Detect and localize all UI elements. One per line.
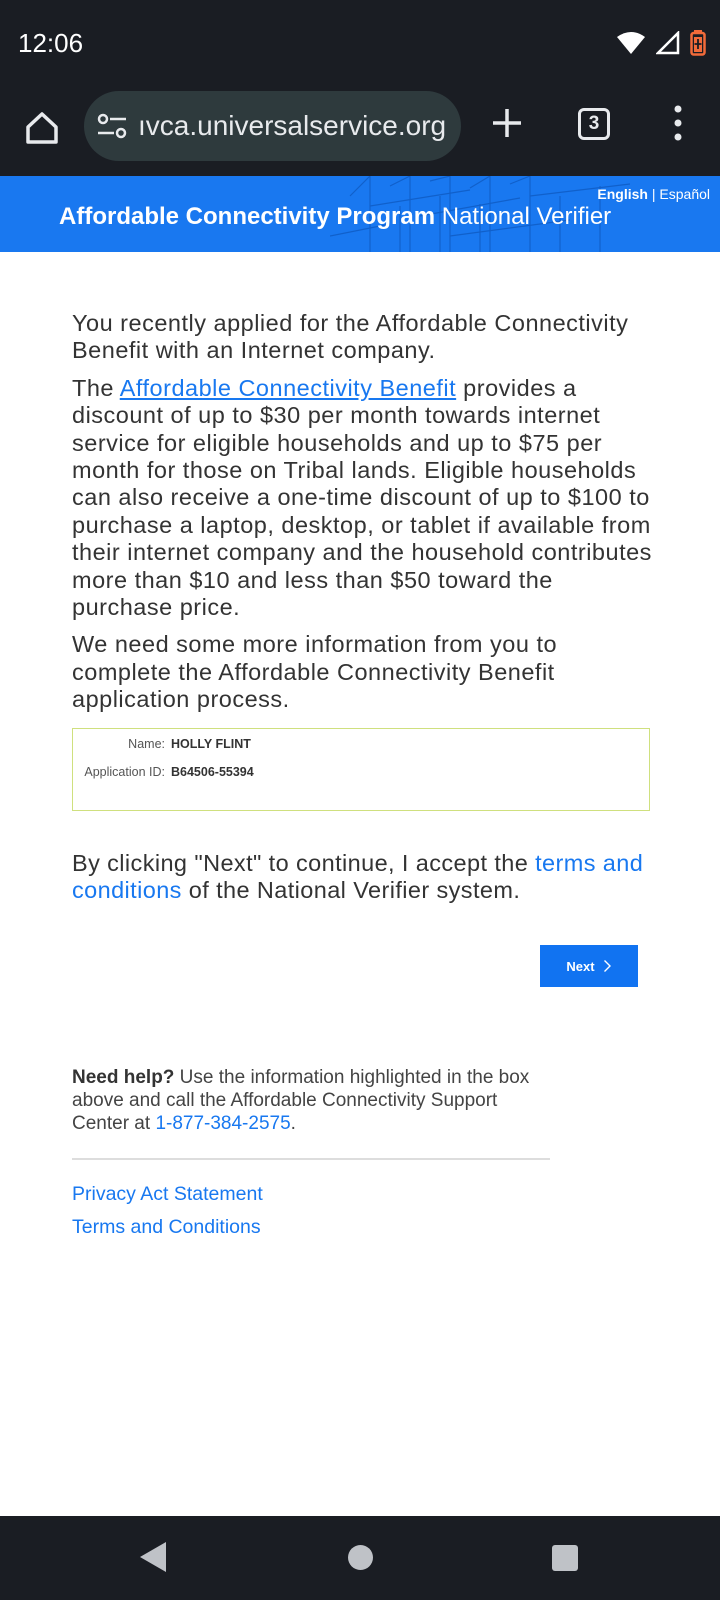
acb-link[interactable]: Affordable Connectivity Benefit [119, 374, 457, 401]
site-settings-icon[interactable] [96, 111, 128, 141]
accept-prefix: By clicking "Next" to continue, I accept the [72, 850, 536, 876]
back-icon[interactable] [138, 1540, 168, 1574]
status-icons [616, 28, 706, 58]
home-nav-icon[interactable] [348, 1545, 373, 1570]
language-english-link[interactable]: English [597, 186, 648, 202]
chevron-right-icon [603, 959, 612, 973]
help-heading: Need help? [72, 1067, 175, 1088]
help-text [72, 1066, 552, 1135]
more-menu-icon[interactable] [668, 104, 688, 142]
help-body: Use the information highlighted in the box above and call the Affordable Connectivity Support Center at [72, 1067, 530, 1134]
language-separator: | [651, 186, 656, 202]
main-content [72, 310, 652, 714]
recent-apps-icon[interactable] [552, 1545, 578, 1571]
banner-title [59, 203, 611, 231]
url-bar[interactable] [84, 91, 461, 161]
next-button-label: Next [566, 958, 595, 974]
browser-toolbar [0, 86, 720, 176]
home-icon [24, 110, 60, 146]
help-end: . [290, 1113, 296, 1134]
accept-suffix: of the National Verifier system. [181, 877, 521, 904]
url-text[interactable]: ıvca.universalservice.org [138, 110, 447, 141]
banner-title-bold: Affordable Connectivity Program [59, 203, 436, 230]
terms-and-conditions-link[interactable]: Terms and Conditions [72, 1216, 261, 1238]
name-label: Name: [128, 737, 165, 751]
new-tab-icon[interactable] [490, 106, 524, 140]
status-time: 12:06 [18, 28, 84, 58]
benefit-paragraph [72, 375, 652, 622]
terms-link[interactable]: terms and conditions [72, 850, 644, 904]
accept-terms-text [72, 850, 657, 905]
application-id-label: Application ID: [84, 765, 165, 779]
benefit-prefix: The [72, 374, 120, 401]
next-button[interactable] [540, 945, 638, 987]
language-switch [597, 186, 710, 202]
banner-title-light: National Verifier [441, 203, 612, 230]
program-banner [0, 176, 720, 252]
benefit-text: provides a discount of up to $30 per month towards internet service for eligible households and up to $75 per month for those on Tribal lands. Eligible households can also receive a one-time discount of up to $100 to purchase a laptop, desktop, or tablet if available from their internet company and the household contributes more than $10 and less than $50 toward the purchase price. [72, 374, 652, 621]
status-bar [0, 0, 720, 86]
privacy-act-link[interactable]: Privacy Act Statement [72, 1183, 263, 1205]
support-phone-link[interactable]: 1-877-384-2575 [155, 1113, 291, 1134]
footer-divider [72, 1158, 550, 1160]
cell-signal-icon [656, 31, 680, 55]
application-id-value: B64506-55394 [171, 765, 254, 779]
system-nav-bar [0, 1516, 720, 1600]
language-spanish-link[interactable]: Español [659, 186, 710, 202]
home-button[interactable] [22, 108, 62, 148]
wifi-icon [616, 31, 646, 55]
more-info-paragraph: We need some more information from you to complete the Affordable Connectivity Benefit application process. [72, 631, 558, 713]
tab-switcher-button[interactable]: 3 [578, 108, 610, 140]
applicant-info-box [72, 728, 650, 811]
battery-icon [690, 30, 706, 56]
name-value: HOLLY FLINT [171, 737, 251, 751]
intro-paragraph: You recently applied for the Affordable Connectivity Benefit with an Internet company. [72, 310, 629, 364]
